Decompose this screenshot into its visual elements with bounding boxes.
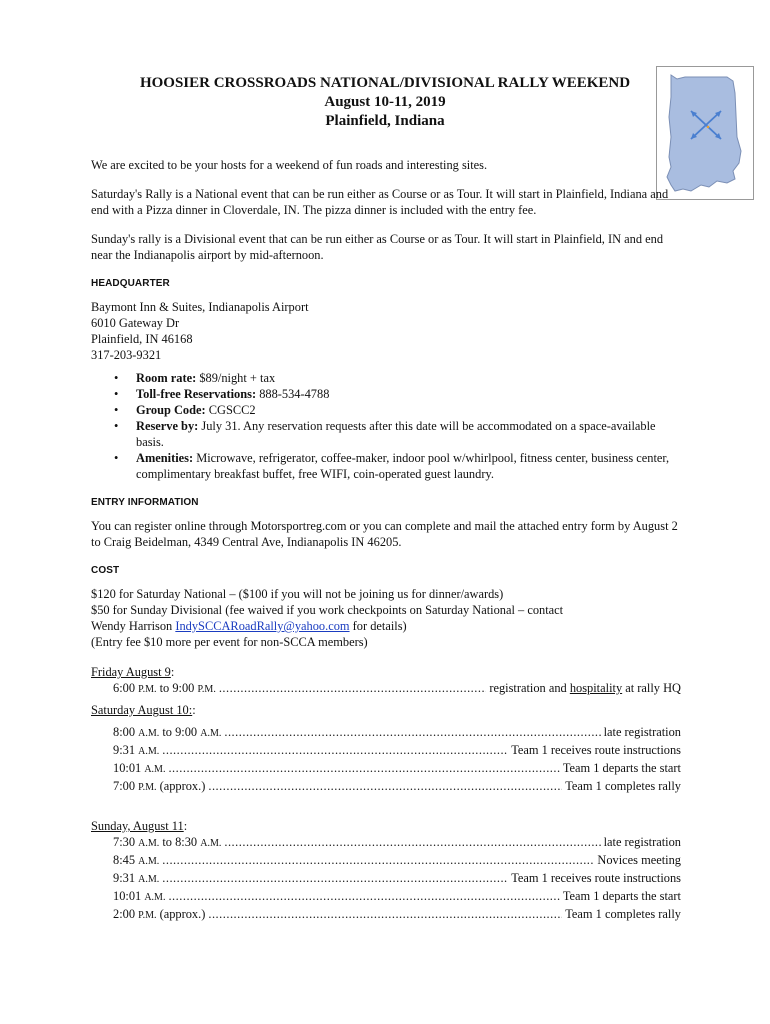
schedule-time: 8:00 A.M. to 9:00 A.M. — [113, 725, 222, 739]
sunday-paragraph: Sunday's rally is a Divisional event that can be run either as Course or as Tour. It will start in Plainfield, IN and end near the Indianapolis airport by mid-afternoon. — [91, 232, 664, 262]
friday-heading: Friday August 9: — [91, 665, 175, 679]
hotel-name: Baymont Inn & Suites, Indianapolis Airport — [91, 300, 309, 314]
hotel-city: Plainfield, IN 46168 — [91, 332, 193, 346]
cost-sunday: $50 for Sunday Divisional (fee waived if you work checkpoints on Saturday National – contact — [91, 603, 564, 617]
schedule-row — [91, 888, 681, 906]
cost-non-scca: (Entry fee $10 more per event for non-SCCA members) — [91, 635, 368, 649]
schedule-row — [91, 760, 681, 778]
sunday-schedule — [91, 834, 681, 924]
list-item: • Group Code: CGSCC2 — [136, 402, 681, 418]
list-item: • Room rate: $89/night + tax — [136, 370, 681, 386]
cost-heading: COST — [91, 565, 120, 576]
headquarter-heading: HEADQUARTER — [91, 278, 170, 289]
schedule-time: 10:01 A.M. — [113, 761, 166, 775]
schedule-event: late registration — [603, 725, 681, 739]
schedule-row — [91, 778, 681, 796]
list-item: • Amenities: Microwave, refrigerator, coffee-maker, indoor pool w/whirlpool, fitness center, business center, complimentary breakfast buffet, free WIFI, coin-operated guest laundry. — [136, 450, 681, 482]
saturday-heading: Saturday August 10:: — [91, 703, 196, 717]
schedule-event: Novices meeting — [597, 853, 681, 867]
hotel-address — [91, 299, 681, 363]
cost-saturday: $120 for Saturday National – ($100 if you will not be joining us for dinner/awards) — [91, 587, 504, 601]
schedule-time: 9:31 A.M. — [113, 743, 160, 757]
schedule-row — [91, 834, 681, 852]
schedule-row: 6:00 P.M. to 9:00 P.M. ..... registration and hospitality at rally HQ — [91, 680, 681, 698]
cost-block — [91, 586, 681, 650]
schedule-row — [91, 742, 681, 760]
schedule-event: Team 1 receives route instructions — [511, 871, 681, 885]
hotel-phone: 317-203-9321 — [91, 348, 162, 362]
hotel-details-list — [91, 370, 681, 482]
schedule-event: Team 1 receives route instructions — [511, 743, 681, 757]
schedule-row — [91, 724, 681, 742]
schedule-event: Team 1 departs the start — [562, 761, 681, 775]
schedule-time: 10:01 A.M. — [113, 889, 166, 903]
title-line-2: August 10-11, 2019 — [324, 94, 446, 110]
saturday-schedule — [91, 724, 681, 796]
schedule-event: Team 1 completes rally — [565, 779, 681, 793]
cost-contact: Wendy Harrison IndySCCARoadRally@yahoo.com for details) — [91, 619, 407, 633]
list-item: • Toll-free Reservations: 888-534-4788 — [136, 386, 681, 402]
title-line-3: Plainfield, Indiana — [325, 113, 445, 129]
title-line-1: HOOSIER CROSSROADS NATIONAL/DIVISIONAL RALLY WEEKEND — [139, 75, 631, 91]
document-body — [91, 74, 681, 924]
email-link[interactable]: IndySCCARoadRally@yahoo.com — [175, 619, 350, 633]
schedule-event: Team 1 departs the start — [562, 889, 681, 903]
schedule-time: 7:00 P.M. (approx.) — [113, 779, 206, 793]
sunday-heading: Sunday, August 11: — [91, 819, 188, 833]
list-item: • Reserve by: July 31. Any reservation requests after this date will be accommodated on a space-available basis. — [136, 418, 681, 450]
entry-heading: ENTRY INFORMATION — [91, 497, 199, 508]
schedule-time: 7:30 A.M. to 8:30 A.M. — [113, 835, 222, 849]
schedule-time: 8:45 A.M. — [113, 853, 160, 867]
saturday-paragraph: Saturday's Rally is a National event that can be run either as Course or as Tour. It will start in Plainfield, Indiana and end with a Pizza dinner in Cloverdale, IN. The pizza dinner is included with the entry fee. — [91, 187, 669, 217]
entry-paragraph: You can register online through Motorsportreg.com or you can complete and mail the attached entry form by August 2 to Craig Beidelman, 4349 Central Ave, Indianapolis IN 46205. — [91, 519, 678, 549]
schedule-event: Team 1 completes rally — [565, 907, 681, 921]
hotel-street: 6010 Gateway Dr — [91, 316, 180, 330]
schedule-time: 2:00 P.M. (approx.) — [113, 907, 206, 921]
schedule-time: 9:31 A.M. — [113, 871, 160, 885]
schedule-event: late registration — [603, 835, 681, 849]
schedule-row — [91, 906, 681, 924]
schedule-row — [91, 870, 681, 888]
document-title — [91, 74, 679, 131]
intro-paragraph: We are excited to be your hosts for a weekend of fun roads and interesting sites. — [91, 158, 488, 172]
schedule-row — [91, 852, 681, 870]
